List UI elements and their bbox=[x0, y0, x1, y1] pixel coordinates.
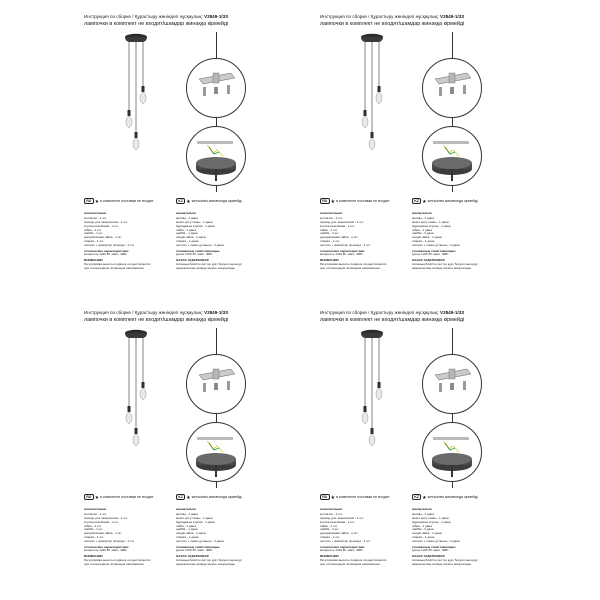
model-number: V2849-1/3S bbox=[204, 310, 229, 315]
list-item: шайба - 1 дана bbox=[176, 527, 198, 532]
kz-not-included-badge bbox=[412, 494, 478, 500]
pendant-lamp-illustration bbox=[320, 14, 420, 184]
list-item: колпачок - 1 шт. bbox=[84, 512, 107, 517]
list-item: втулка резьбовая - 1 шт. bbox=[84, 223, 119, 228]
ru-not-included-badge bbox=[84, 494, 153, 500]
ru-items-list bbox=[320, 217, 412, 247]
list-item: провод для заземления - 1 шт. bbox=[84, 516, 128, 521]
ru-warning-text: Регулировка высоты подвеса осуществляется bbox=[84, 261, 151, 266]
ru-tech-spec: мощность 1x60 Вт. макс. 40Вт bbox=[320, 252, 363, 257]
star-icon: ★ bbox=[94, 198, 100, 205]
ru-items-list bbox=[84, 217, 176, 247]
star-icon: ★ bbox=[330, 198, 336, 205]
ru-not-included-badge bbox=[320, 494, 389, 500]
star-icon: ★ bbox=[94, 494, 100, 501]
kz-warning-text: Аспаның биіктігін реттеу қуат беруші кернеуді bbox=[176, 261, 242, 266]
list-item: провод для заземления - 1 шт. bbox=[84, 220, 128, 225]
ru-tech-spec: мощность 1x60 Вт. макс. 40Вт bbox=[84, 548, 127, 553]
kz-language-tag: KZ bbox=[412, 494, 421, 500]
title-prefix: Инструкция по сборке / Құрастыру жөніндегі нұсқаулық: bbox=[84, 14, 203, 19]
ru-language-tag: RU bbox=[84, 494, 94, 500]
list-item: жерге қосу сымы - 1 дана bbox=[412, 516, 449, 521]
title-prefix: Инструкция по сборке / Құрастыру жөніндегі нұсқаулық: bbox=[84, 310, 203, 315]
star-icon: ★ bbox=[422, 198, 427, 205]
kz-contents-heading: жинақталым: bbox=[176, 211, 197, 215]
kz-contents-heading: жинақталым: bbox=[412, 507, 433, 511]
list-item: планка - 1 дана bbox=[176, 238, 199, 243]
list-item: бұрандалы втулка - 1 дана bbox=[412, 519, 451, 524]
list-item: планка - 1 дана bbox=[412, 238, 435, 243]
kz-items-list bbox=[176, 513, 268, 543]
list-item: жерге қосу сымы - 1 дана bbox=[412, 220, 449, 225]
kz-warning-text: ажыратылған кезінде жүзеге асырылады. bbox=[412, 561, 472, 566]
canopy-wiring-detail bbox=[422, 422, 482, 482]
canopy-wiring-detail bbox=[186, 126, 246, 186]
pendant-lamp-illustration bbox=[320, 310, 420, 480]
canopy-wiring-detail bbox=[422, 126, 482, 186]
list-item: декоративная гайка - 1 шт. bbox=[84, 235, 123, 240]
ru-items-list bbox=[84, 513, 176, 543]
list-item: колпачок - 1 шт. bbox=[84, 216, 107, 221]
list-item: планка - 1 шт. bbox=[84, 534, 104, 539]
ru-contents-heading: комплектация: bbox=[84, 507, 107, 511]
ru-warning-text: при отключенном питающем напряжении. bbox=[320, 265, 381, 270]
list-item: сәндік гайка - 1 дана bbox=[176, 531, 206, 536]
star-icon: ★ bbox=[422, 494, 427, 501]
mounting-bracket-detail bbox=[186, 58, 246, 118]
star-icon: ★ bbox=[330, 494, 336, 501]
list-item: қалпақ - 1 дана bbox=[176, 512, 198, 517]
bulbs-not-included-note: лампочки в комплект не входят/шамдар жинаққа кірмейді bbox=[84, 21, 229, 27]
list-item: декоративная гайка - 1 шт. bbox=[320, 235, 359, 240]
bulbs-not-included-note: лампочки в комплект не входят/шамдар жинаққа кірмейді bbox=[84, 317, 229, 323]
kz-note: жеткізілім жинағында кірмейді bbox=[427, 495, 478, 499]
list-item: жерге қосу сымы - 1 дана bbox=[176, 516, 213, 521]
kz-tech-heading: техникалық сипаттамалары: bbox=[176, 248, 221, 253]
list-item: провод для заземления - 1 шт. bbox=[320, 516, 364, 521]
ru-note: в комплекте поставки не входит bbox=[100, 199, 154, 203]
list-item: колпачок - 1 шт. bbox=[320, 512, 343, 517]
list-item: шайба - 1 шт. bbox=[84, 231, 104, 236]
list-item: шайба - 1 шт. bbox=[84, 527, 104, 532]
ru-column bbox=[320, 212, 412, 270]
ru-language-tag: RU bbox=[320, 198, 330, 204]
list-item: гайка - 1 дана bbox=[176, 523, 196, 528]
kz-not-included-badge bbox=[176, 494, 242, 500]
title-prefix: Инструкция по сборке / Құрастыру жөніндегі нұсқаулық: bbox=[320, 14, 439, 19]
list-item: гайка - 1 дана bbox=[412, 227, 432, 232]
ru-warning-heading: ВНИМАНИЕ! bbox=[320, 258, 340, 263]
kz-warning-text: ажыратылған кезінде жүзеге асырылады. bbox=[176, 561, 236, 566]
list-item: шплинт + сымы ұстағыш - 2 дана bbox=[176, 242, 224, 247]
list-item: жерге қосу сымы - 1 дана bbox=[176, 220, 213, 225]
bulbs-not-included-note: лампочки в комплект не входят/шамдар жинаққа кірмейді bbox=[320, 21, 465, 27]
list-item: втулка резьбовая - 1 шт. bbox=[84, 519, 119, 524]
title-prefix: Инструкция по сборке / Құрастыру жөніндегі нұсқаулық: bbox=[320, 310, 439, 315]
kz-warning-text: ажыратылған кезінде жүзеге асырылады. bbox=[176, 265, 236, 270]
ru-warning-text: при отключенном питающем напряжении. bbox=[320, 561, 381, 566]
kz-tech-heading: техникалық сипаттамалары: bbox=[176, 544, 221, 549]
list-item: планка - 1 дана bbox=[176, 534, 199, 539]
ru-language-tag: RU bbox=[320, 494, 330, 500]
kz-items-list bbox=[412, 513, 504, 543]
list-item: сәндік гайка - 1 дана bbox=[176, 235, 206, 240]
kz-note: жеткізілім жинағында кірмейді bbox=[427, 199, 478, 203]
list-item: шплинт + фиксатор провода - 2 шт. bbox=[320, 538, 371, 543]
instruction-sheet bbox=[320, 14, 550, 269]
ru-tech-heading: технические характеристики: bbox=[320, 248, 366, 253]
ru-warning-text: Регулировка высоты подвеса осуществляется bbox=[84, 557, 151, 562]
kz-language-tag: KZ bbox=[176, 198, 185, 204]
list-item: втулка резьбовая - 1 шт. bbox=[320, 519, 355, 524]
instruction-sheet bbox=[84, 14, 314, 269]
list-item: планка - 1 шт. bbox=[320, 238, 340, 243]
list-item: шплинт + фиксатор провода - 2 шт. bbox=[84, 538, 135, 543]
model-number: V2849-1/3S bbox=[204, 14, 229, 19]
ru-warning-heading: ВНИМАНИЕ! bbox=[320, 554, 340, 559]
list-item: гайка - 1 шт. bbox=[320, 227, 338, 232]
list-item: шплинт + сымы ұстағыш - 2 дана bbox=[176, 538, 224, 543]
ru-warning-heading: ВНИМАНИЕ! bbox=[84, 258, 104, 263]
ru-tech-spec: мощность 1x60 Вт. макс. 40Вт bbox=[320, 548, 363, 553]
list-item: шплинт + сымы ұстағыш - 2 дана bbox=[412, 538, 460, 543]
ru-contents-heading: комплектация: bbox=[320, 211, 343, 215]
list-item: қалпақ - 1 дана bbox=[176, 216, 198, 221]
kz-tech-heading: техникалық сипаттамалары: bbox=[412, 248, 457, 253]
ru-warning-text: Регулировка высоты подвеса осуществляется bbox=[320, 261, 387, 266]
model-number: V2849-1/3S bbox=[440, 310, 465, 315]
kz-warning-text: Аспаның биіктігін реттеу қуат беруші кернеуді bbox=[412, 557, 478, 562]
kz-warning-heading: НАЗАР АУДАРЫҢЫЗ! bbox=[412, 554, 446, 559]
list-item: бұрандалы втулка - 1 дана bbox=[412, 223, 451, 228]
ru-contents-heading: комплектация: bbox=[84, 211, 107, 215]
kz-language-tag: KZ bbox=[176, 494, 185, 500]
kz-column bbox=[412, 212, 504, 270]
list-item: шайба - 1 дана bbox=[176, 231, 198, 236]
ru-tech-heading: технические характеристики: bbox=[320, 544, 366, 549]
list-item: шайба - 1 шт. bbox=[320, 231, 340, 236]
ru-items-list bbox=[320, 513, 412, 543]
list-item: шплинт + фиксатор провода - 2 шт. bbox=[320, 242, 371, 247]
list-item: сәндік гайка - 1 дана bbox=[412, 531, 442, 536]
list-item: гайка - 1 шт. bbox=[84, 227, 102, 232]
ru-language-tag: RU bbox=[84, 198, 94, 204]
ru-warning-heading: ВНИМАНИЕ! bbox=[84, 554, 104, 559]
canopy-wiring-detail bbox=[186, 422, 246, 482]
list-item: сәндік гайка - 1 дана bbox=[412, 235, 442, 240]
star-icon: ★ bbox=[186, 494, 191, 501]
kz-note: жеткізілім жинағында кірмейді bbox=[191, 199, 242, 203]
list-item: бұрандалы втулка - 1 дана bbox=[176, 519, 215, 524]
list-item: гайка - 1 дана bbox=[176, 227, 196, 232]
list-item: гайка - 1 шт. bbox=[320, 523, 338, 528]
kz-tech-spec: қуаты 1x60 Вт. макс. 40Вт bbox=[176, 252, 213, 257]
ru-not-included-badge bbox=[320, 198, 389, 204]
kz-contents-heading: жинақталым: bbox=[412, 211, 433, 215]
ru-tech-heading: технические характеристики: bbox=[84, 248, 130, 253]
list-item: колпачок - 1 шт. bbox=[320, 216, 343, 221]
kz-tech-heading: техникалық сипаттамалары: bbox=[412, 544, 457, 549]
ru-warning-text: Регулировка высоты подвеса осуществляется bbox=[320, 557, 387, 562]
ru-warning-text: при отключенном питающем напряжении. bbox=[84, 561, 145, 566]
kz-tech-spec: қуаты 1x60 Вт. макс. 40Вт bbox=[412, 252, 449, 257]
kz-note: жеткізілім жинағында кірмейді bbox=[191, 495, 242, 499]
kz-warning-text: ажыратылған кезінде жүзеге асырылады. bbox=[412, 265, 472, 270]
kz-items-list bbox=[176, 217, 268, 247]
mounting-bracket-detail bbox=[422, 58, 482, 118]
list-item: шплинт + фиксатор провода - 2 шт. bbox=[84, 242, 135, 247]
list-item: қалпақ - 1 дана bbox=[412, 512, 434, 517]
kz-column bbox=[412, 508, 504, 566]
list-item: гайка - 1 дана bbox=[412, 523, 432, 528]
list-item: қалпақ - 1 дана bbox=[412, 216, 434, 221]
kz-warning-text: Аспаның биіктігін реттеу қуат беруші кернеуді bbox=[412, 261, 478, 266]
kz-warning-heading: НАЗАР АУДАРЫҢЫЗ! bbox=[412, 258, 446, 263]
pendant-lamp-illustration bbox=[84, 14, 184, 184]
kz-warning-heading: НАЗАР АУДАРЫҢЫЗ! bbox=[176, 258, 210, 263]
bulbs-not-included-note: лампочки в комплект не входят/шамдар жинаққа кірмейді bbox=[320, 317, 465, 323]
ru-contents-heading: комплектация: bbox=[320, 507, 343, 511]
kz-tech-spec: қуаты 1x60 Вт. макс. 40Вт bbox=[412, 548, 449, 553]
ru-tech-heading: технические характеристики: bbox=[84, 544, 130, 549]
kz-items-list bbox=[412, 217, 504, 247]
list-item: планка - 1 дана bbox=[412, 534, 435, 539]
list-item: бұрандалы втулка - 1 дана bbox=[176, 223, 215, 228]
list-item: гайка - 1 шт. bbox=[84, 523, 102, 528]
model-number: V2849-1/3S bbox=[440, 14, 465, 19]
kz-language-tag: KZ bbox=[412, 198, 421, 204]
list-item: декоративная гайка - 1 шт. bbox=[320, 531, 359, 536]
pendant-lamp-illustration bbox=[84, 310, 184, 480]
ru-note: в комплекте поставки не входит bbox=[100, 495, 154, 499]
kz-contents-heading: жинақталым: bbox=[176, 507, 197, 511]
kz-column bbox=[176, 508, 268, 566]
list-item: шайба - 1 дана bbox=[412, 231, 434, 236]
kz-warning-text: Аспаның биіктігін реттеу қуат беруші кернеуді bbox=[176, 557, 242, 562]
ru-note: в комплекте поставки не входит bbox=[336, 199, 390, 203]
list-item: планка - 1 шт. bbox=[320, 534, 340, 539]
instruction-sheet bbox=[84, 310, 314, 565]
list-item: втулка резьбовая - 1 шт. bbox=[320, 223, 355, 228]
mounting-bracket-detail bbox=[186, 354, 246, 414]
list-item: провод для заземления - 1 шт. bbox=[320, 220, 364, 225]
instruction-sheet bbox=[320, 310, 550, 565]
list-item: декоративная гайка - 1 шт. bbox=[84, 531, 123, 536]
ru-warning-text: при отключенном питающем напряжении. bbox=[84, 265, 145, 270]
kz-warning-heading: НАЗАР АУДАРЫҢЫЗ! bbox=[176, 554, 210, 559]
kz-not-included-badge bbox=[176, 198, 242, 204]
mounting-bracket-detail bbox=[422, 354, 482, 414]
list-item: шайба - 1 дана bbox=[412, 527, 434, 532]
star-icon: ★ bbox=[186, 198, 191, 205]
list-item: шплинт + сымы ұстағыш - 2 дана bbox=[412, 242, 460, 247]
ru-note: в комплекте поставки не входит bbox=[336, 495, 390, 499]
ru-column bbox=[84, 508, 176, 566]
ru-column bbox=[320, 508, 412, 566]
ru-column bbox=[84, 212, 176, 270]
kz-not-included-badge bbox=[412, 198, 478, 204]
kz-column bbox=[176, 212, 268, 270]
ru-tech-spec: мощность 1x60 Вт. макс. 40Вт bbox=[84, 252, 127, 257]
kz-tech-spec: қуаты 1x60 Вт. макс. 40Вт bbox=[176, 548, 213, 553]
list-item: шайба - 1 шт. bbox=[320, 527, 340, 532]
ru-not-included-badge bbox=[84, 198, 153, 204]
list-item: планка - 1 шт. bbox=[84, 238, 104, 243]
